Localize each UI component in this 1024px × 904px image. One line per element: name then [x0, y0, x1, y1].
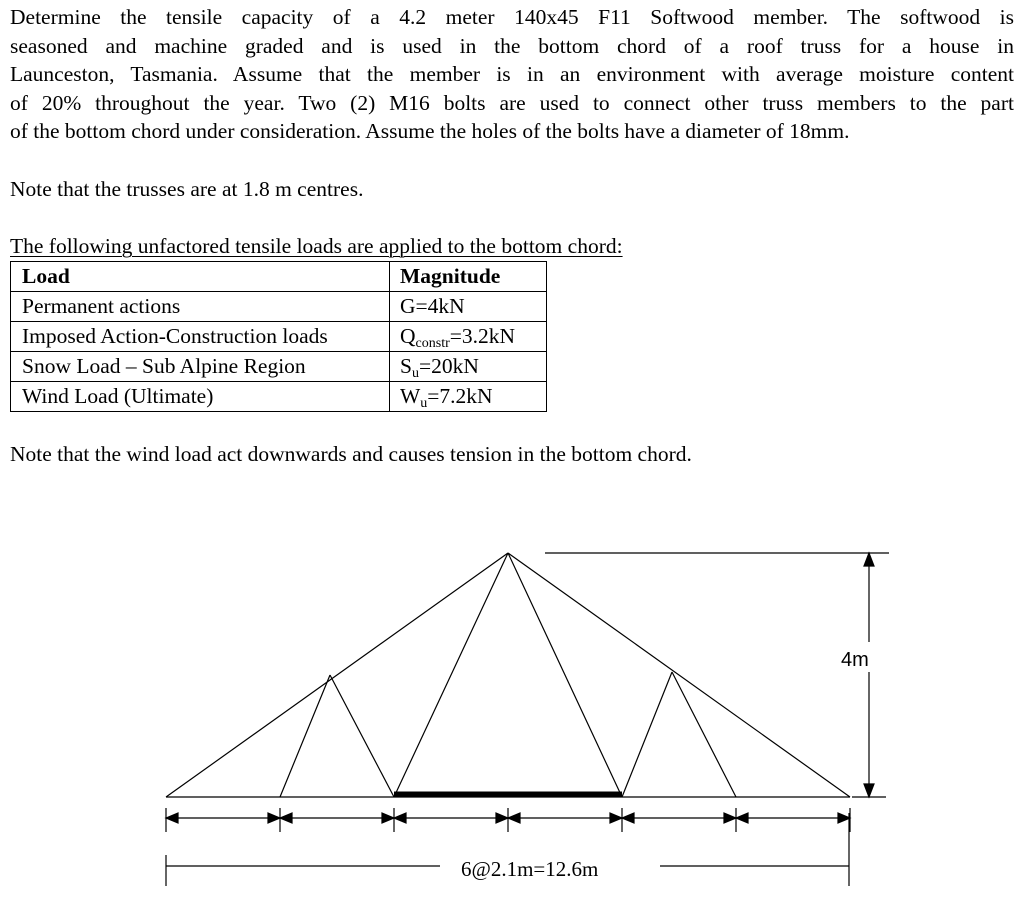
problem-line: seasoned and machine graded and is used in the bottom chord of a roof truss for a house in	[10, 33, 1014, 58]
height-label: 4m	[841, 649, 869, 671]
panel-dim-arrow	[394, 813, 406, 823]
problem-line: of 20% throughout the year. Two (2) M16 bolts are used to connect other truss members to the part	[10, 90, 1014, 115]
load-name: Imposed Action-Construction loads	[11, 322, 390, 352]
web-member	[672, 672, 736, 797]
magnitude-subscript: constr	[415, 336, 450, 351]
magnitude-value: =3.2kN	[449, 324, 516, 348]
problem-line: Determine the tensile capacity of a 4.2 meter 140x45 F11 Softwood member. The softwood is	[10, 5, 1014, 29]
panel-dim-arrow	[496, 813, 508, 823]
web-member	[280, 675, 330, 797]
panel-dim-arrow	[508, 813, 520, 823]
panel-dim-arrow	[838, 813, 850, 823]
web-member	[330, 675, 394, 797]
load-name: Wind Load (Ultimate)	[11, 382, 390, 412]
web-member	[394, 553, 508, 797]
panel-dim-arrow	[736, 813, 748, 823]
problem-line: of the bottom chord under consideration. Assume the holes of the bolts have a diameter of 18mm.	[10, 119, 850, 143]
panel-dimensions	[166, 808, 850, 832]
header-load: Load	[11, 262, 390, 292]
magnitude-symbol: G	[400, 294, 416, 318]
web-member	[508, 553, 622, 797]
web-member	[622, 672, 672, 797]
panel-dim-arrow	[382, 813, 394, 823]
panel-dim-arrow	[280, 813, 292, 823]
magnitude-value: =4kN	[415, 294, 465, 318]
magnitude-symbol: Q	[400, 324, 416, 348]
magnitude-subscript: u	[420, 396, 428, 411]
panel-dim-arrow	[622, 813, 634, 823]
magnitude-symbol: W	[400, 384, 421, 408]
trusses-spacing-note: Note that the trusses are at 1.8 m centres.	[10, 177, 364, 201]
panel-dim-arrow	[724, 813, 736, 823]
magnitude-symbol: S	[400, 354, 412, 378]
magnitude-subscript: u	[411, 366, 419, 381]
magnitude-value: =20kN	[418, 354, 479, 378]
panel-dim-arrow	[610, 813, 622, 823]
panel-dim-arrow	[166, 813, 178, 823]
panel-dim-arrow	[268, 813, 280, 823]
table-intro: The following unfactored tensile loads are applied to the bottom chord:	[10, 234, 623, 258]
span-label: 6@2.1m=12.6m	[461, 857, 599, 881]
load-name: Snow Load – Sub Alpine Region	[11, 352, 390, 382]
problem-line: Launceston, Tasmania. Assume that the member is in an environment with average moisture content	[10, 62, 1014, 86]
height-arrow-top	[864, 553, 874, 566]
height-arrow-bottom	[864, 784, 874, 797]
header-magnitude: Magnitude	[390, 262, 547, 292]
load-name: Permanent actions	[11, 292, 390, 322]
top-chord-right	[508, 553, 850, 797]
wind-load-note: Note that the wind load act downwards and causes tension in the bottom chord.	[10, 442, 692, 466]
magnitude-value: =7.2kN	[427, 384, 493, 408]
top-chord-left	[166, 553, 508, 797]
